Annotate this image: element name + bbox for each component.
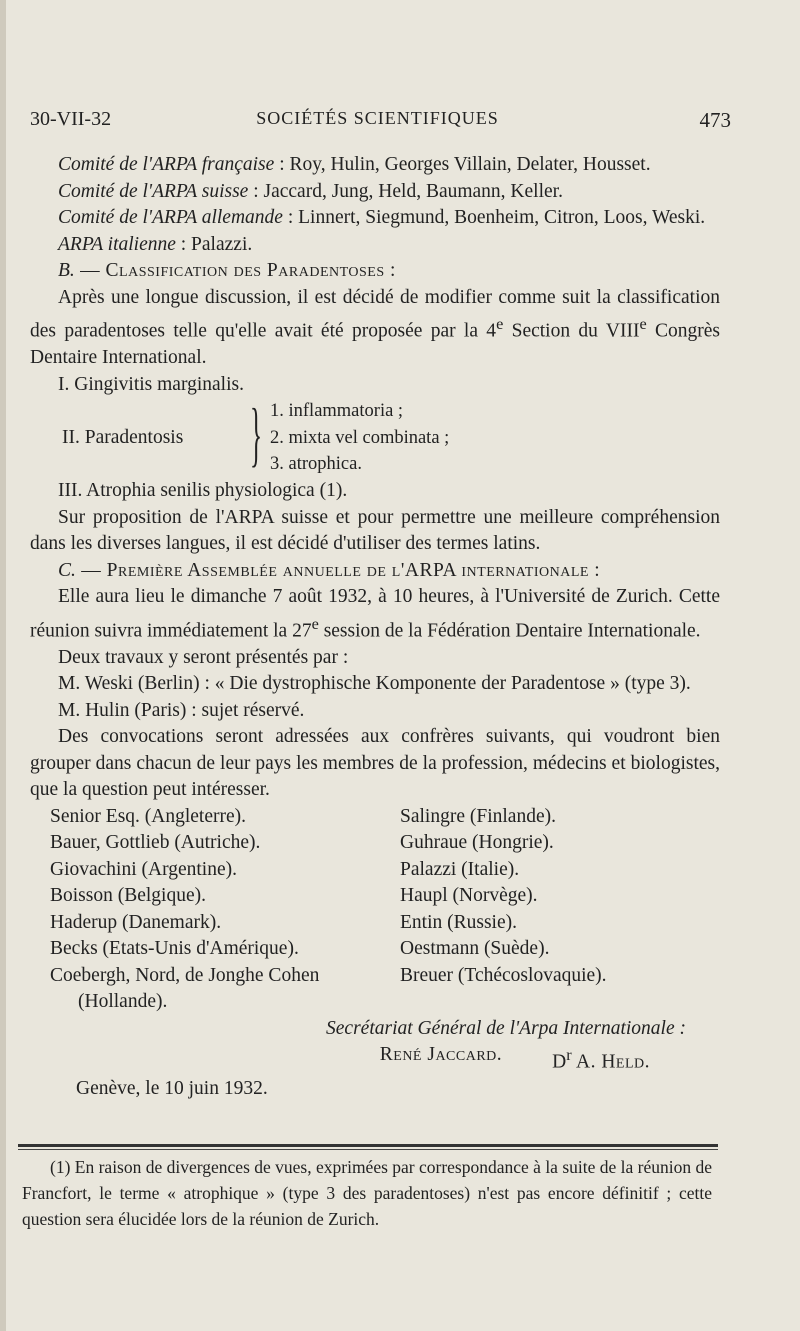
article-body bbox=[30, 152, 720, 1103]
paradentosis-subtypes bbox=[270, 398, 449, 478]
page-edge-shadow bbox=[0, 0, 6, 1331]
latin-terms-note: Sur proposition de l'ARPA suisse et pour permettre une meilleure compréhension dans les diverses langues, il est décidé d'utiliser des termes latins. bbox=[30, 506, 720, 554]
curly-brace-icon: } bbox=[250, 394, 263, 474]
page-number: 473 bbox=[699, 108, 731, 132]
classification-item-2 bbox=[30, 394, 720, 478]
presentation-hulin: M. Hulin (Paris) : sujet réservé. bbox=[58, 699, 305, 721]
signature-title: Secrétariat Général de l'Arpa Internationale : bbox=[326, 1017, 686, 1039]
footnote-divider-thin bbox=[18, 1149, 718, 1150]
list-item: Oestmann (Suède). bbox=[400, 938, 550, 959]
presentation-weski: M. Weski (Berlin) : « Die dystrophische Komponente der Paradentose » (type 3). bbox=[58, 673, 691, 694]
subtype-item: 3. atrophica. bbox=[270, 454, 362, 474]
section-c-heading: C. — Première Assemblée annuelle de l'ARPA internationale : bbox=[58, 559, 601, 581]
classification-item-3: III. Atrophia senilis physiologica (1). bbox=[58, 480, 348, 501]
committee-suisse: Comité de l'ARPA suisse : Jaccard, Jung, Held, Baumann, Keller. bbox=[58, 180, 563, 202]
list-item: Senior Esq. (Angleterre). bbox=[50, 805, 247, 827]
list-item: Haupl (Norvège). bbox=[400, 885, 538, 906]
header-title: SOCIÉTÉS SCIENTIFIQUES bbox=[256, 108, 499, 128]
list-item: Coebergh, Nord, de Jonghe Cohen bbox=[50, 964, 320, 986]
subtype-item: 1. inflammatoria ; bbox=[270, 401, 404, 421]
list-item: Bauer, Gottlieb (Autriche). bbox=[50, 832, 261, 853]
running-header bbox=[30, 108, 731, 138]
classification-item-1: I. Gingivitis marginalis. bbox=[58, 373, 244, 395]
header-date: 30-VII-32 bbox=[30, 108, 112, 130]
list-item: Becks (Etats-Unis d'Amérique). bbox=[50, 938, 299, 959]
subtype-item: 2. mixta vel combinata ; bbox=[270, 427, 450, 448]
footnote: (1) En raison de divergences de vues, exprimées par correspondance à la suite de la réunion de Francfort, le terme « atrophique » (type 3 des paradentoses) n'est pas encore définitif ; cette question sera élucidée lors de la réunion de Zurich. bbox=[22, 1157, 712, 1229]
footnote-divider bbox=[18, 1144, 718, 1147]
convocations-paragraph: Des convocations seront adressées aux confrères suivants, qui voudront bien grouper dans chacun de leur pays les membres de la profession, médecins et biologistes, que la question peut intéresser. bbox=[30, 726, 720, 800]
section-b-intro: Après une longue discussion, il est décidé de modifier comme suit la classification des paradentoses telle qu'elle avait été proposée par la 4e Section du VIIIe Congrès Dentaire International. bbox=[30, 286, 720, 368]
assembly-details: Elle aura lieu le dimanche 7 août 1932, à 10 heures, à l'Université de Zurich. Cette réunion suivra immédiatement la 27e session de la Fédération Dentaire Internationale. bbox=[30, 586, 720, 641]
presentations-intro: Deux travaux y seront présentés par : bbox=[58, 646, 349, 668]
signature-names bbox=[30, 1042, 720, 1076]
paradentosis-label: II. Paradentosis bbox=[62, 427, 184, 448]
recipients-list bbox=[50, 804, 720, 1016]
section-b-heading: B. — Classification des Paradentoses : bbox=[58, 260, 396, 281]
list-item bbox=[400, 989, 740, 1016]
list-item: Boisson (Belgique). bbox=[50, 885, 206, 906]
list-item: Palazzi (Italie). bbox=[400, 858, 520, 880]
signatory-jaccard: René Jaccard. bbox=[379, 1044, 503, 1065]
list-item: Giovachini (Argentine). bbox=[50, 858, 238, 880]
committee-allemande: Comité de l'ARPA allemande : Linnert, Siegmund, Boenheim, Citron, Loos, Weski. bbox=[58, 207, 706, 228]
list-item: Salingre (Finlande). bbox=[400, 805, 556, 827]
committee-france: Comité de l'ARPA française : Roy, Hulin, Georges Villain, Delater, Housset. bbox=[58, 154, 651, 175]
list-item: Guhraue (Hongrie). bbox=[400, 832, 554, 853]
date-line: Genève, le 10 juin 1932. bbox=[76, 1078, 268, 1099]
list-item: Entin (Russie). bbox=[400, 911, 517, 933]
signatory-held: $D^r$ A. Held. bbox=[552, 1046, 650, 1073]
committee-italienne: ARPA italienne : Palazzi. bbox=[58, 233, 253, 255]
list-item: (Hollande). bbox=[78, 991, 168, 1012]
list-item: Haderup (Danemark). bbox=[50, 911, 222, 933]
list-item: Breuer (Tchécoslovaquie). bbox=[400, 964, 607, 986]
